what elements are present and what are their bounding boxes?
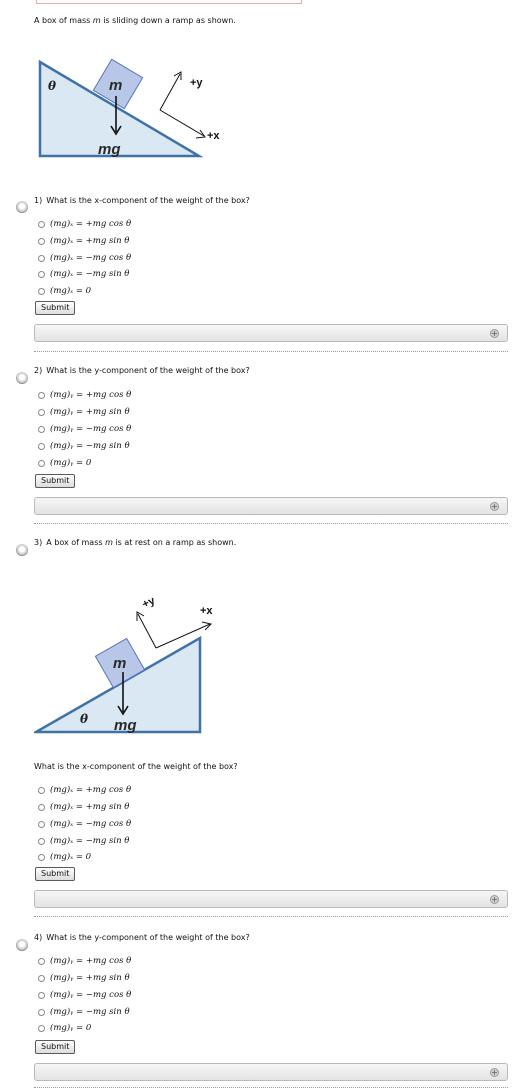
- radio-button[interactable]: [38, 426, 45, 433]
- angle-label: θ: [80, 712, 89, 726]
- question-status-icon: [16, 544, 28, 556]
- q3-option-5[interactable]: (mg)ₓ = 0: [38, 851, 91, 863]
- radio-button[interactable]: [38, 1025, 45, 1032]
- q3-feedback-bar[interactable]: [34, 890, 508, 908]
- question-status-icon: [16, 372, 28, 384]
- q2-option-5[interactable]: (mg)ᵧ = 0: [38, 457, 91, 469]
- radio-button[interactable]: [38, 255, 45, 262]
- question-3-subtext: What is the x-component of the weight of the box?: [34, 762, 238, 771]
- top-alert-bar: [36, 0, 302, 4]
- q3-option-4[interactable]: (mg)ₓ = −mg sin θ: [38, 835, 129, 847]
- mass-label: m: [109, 77, 123, 94]
- radio-button[interactable]: [38, 821, 45, 828]
- q3-option-1[interactable]: (mg)ₓ = +mg cos θ: [38, 784, 131, 796]
- q1-option-4[interactable]: (mg)ₓ = −mg sin θ: [38, 268, 129, 280]
- axis-y-label: +y: [190, 77, 203, 89]
- radio-button[interactable]: [38, 392, 45, 399]
- radio-button[interactable]: [38, 838, 45, 845]
- question-4-text: 4) What is the y-component of the weight of the box?: [34, 933, 250, 942]
- radio-button[interactable]: [38, 221, 45, 228]
- q2-option-4[interactable]: (mg)ᵧ = −mg sin θ: [38, 440, 130, 452]
- angle-label: θ: [48, 79, 57, 93]
- q4-submit-button[interactable]: Submit: [35, 1040, 75, 1054]
- axis-y-label: +y: [140, 594, 157, 611]
- question-3-text: 3) A box of mass m is at rest on a ramp as shown.: [34, 538, 237, 547]
- radio-button[interactable]: [38, 460, 45, 467]
- expand-icon[interactable]: +: [491, 895, 498, 904]
- q1-submit-button[interactable]: Submit: [35, 301, 75, 315]
- q4-option-4[interactable]: (mg)ᵧ = −mg sin θ: [38, 1006, 130, 1018]
- q2-option-2[interactable]: (mg)ᵧ = +mg sin θ: [38, 406, 130, 418]
- radio-button[interactable]: [38, 854, 45, 861]
- radio-button[interactable]: [38, 804, 45, 811]
- q4-option-5[interactable]: (mg)ᵧ = 0: [38, 1022, 91, 1034]
- radio-button[interactable]: [38, 975, 45, 982]
- weight-label: mg: [98, 141, 121, 158]
- q4-option-2[interactable]: (mg)ᵧ = +mg sin θ: [38, 972, 130, 984]
- weight-label: mg: [114, 717, 137, 734]
- expand-icon[interactable]: +: [491, 1068, 498, 1077]
- q2-feedback-bar[interactable]: [34, 497, 508, 515]
- question-separator: [34, 1087, 508, 1088]
- q3-submit-button[interactable]: Submit: [35, 867, 75, 881]
- question-1-text: 1) What is the x-component of the weight of the box?: [34, 196, 250, 205]
- expand-icon[interactable]: +: [491, 502, 498, 511]
- radio-button[interactable]: [38, 271, 45, 278]
- q3-option-3[interactable]: (mg)ₓ = −mg cos θ: [38, 818, 131, 830]
- expand-icon[interactable]: +: [491, 329, 498, 338]
- question-separator: [34, 916, 508, 917]
- q1-option-5[interactable]: (mg)ₓ = 0: [38, 285, 91, 297]
- intro-text: A box of mass m is sliding down a ramp as shown.: [34, 16, 236, 25]
- q4-feedback-bar[interactable]: [34, 1063, 508, 1081]
- radio-button[interactable]: [38, 288, 45, 295]
- question-status-icon: [16, 939, 28, 951]
- q2-option-1[interactable]: (mg)ᵧ = +mg cos θ: [38, 389, 131, 401]
- ramp-figure-sliding: [34, 56, 234, 160]
- question-2-text: 2) What is the y-component of the weight of the box?: [34, 366, 250, 375]
- q1-feedback-bar[interactable]: [34, 324, 508, 342]
- question-separator: [34, 523, 508, 524]
- radio-button[interactable]: [38, 443, 45, 450]
- q2-option-3[interactable]: (mg)ᵧ = −mg cos θ: [38, 423, 131, 435]
- axis-x-label: +x: [200, 605, 213, 617]
- q2-submit-button[interactable]: Submit: [35, 474, 75, 488]
- axis-x-label: +x: [207, 130, 220, 142]
- q1-option-3[interactable]: (mg)ₓ = −mg cos θ: [38, 252, 131, 264]
- radio-button[interactable]: [38, 238, 45, 245]
- q4-option-3[interactable]: (mg)ᵧ = −mg cos θ: [38, 989, 131, 1001]
- question-separator: [34, 351, 508, 352]
- radio-button[interactable]: [38, 958, 45, 965]
- q3-option-2[interactable]: (mg)ₓ = +mg sin θ: [38, 801, 129, 813]
- radio-button[interactable]: [38, 409, 45, 416]
- mass-label: m: [113, 655, 127, 672]
- radio-button[interactable]: [38, 787, 45, 794]
- radio-button[interactable]: [38, 992, 45, 999]
- q1-option-2[interactable]: (mg)ₓ = +mg sin θ: [38, 235, 129, 247]
- radio-button[interactable]: [38, 1009, 45, 1016]
- q1-option-1[interactable]: (mg)ₓ = +mg cos θ: [38, 218, 131, 230]
- question-status-icon: [16, 201, 28, 213]
- ramp-figure-at-rest: [34, 588, 220, 738]
- q4-option-1[interactable]: (mg)ᵧ = +mg cos θ: [38, 955, 131, 967]
